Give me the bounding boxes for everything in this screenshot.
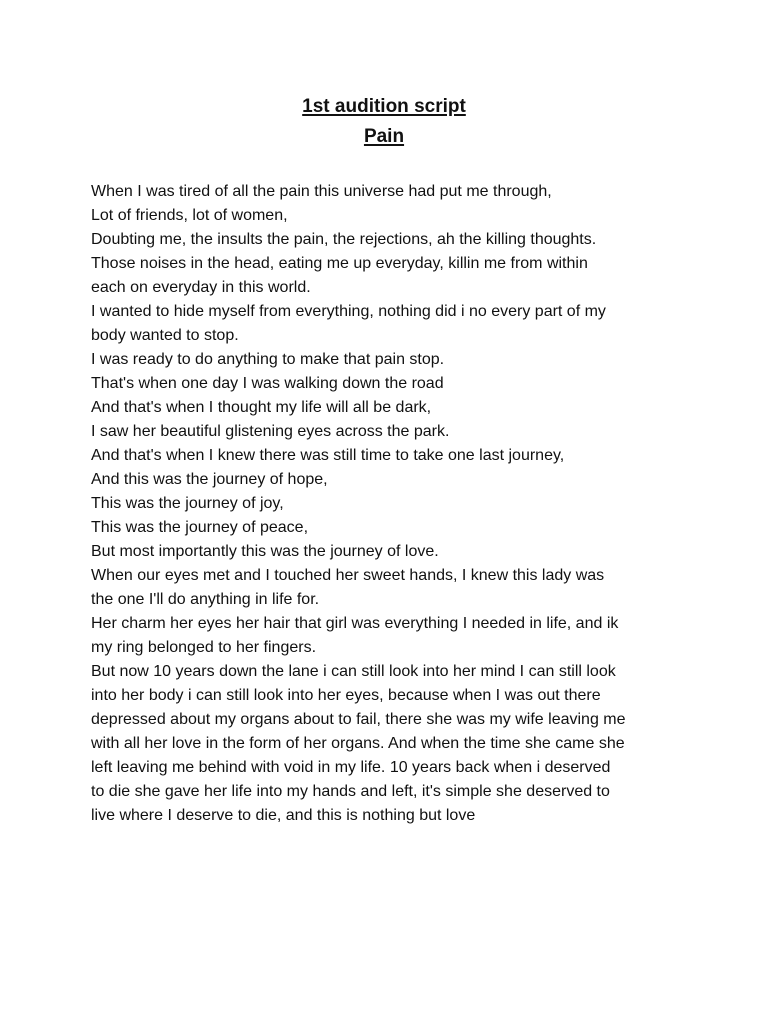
document-subtitle: Pain [363,126,405,147]
script-line: This was the journey of peace, [91,519,309,536]
script-body [91,180,691,828]
script-line: That's when one day I was walking down the road [91,375,444,392]
script-line: to die she gave her life into my hands and left, it's simple she deserved to [91,783,610,800]
script-line: But now 10 years down the lane i can still look into her mind I can still look [91,663,616,680]
script-line: with all her love in the form of her organs. And when the time she came she [91,735,625,752]
script-line: And that's when I knew there was still time to take one last journey, [91,447,565,464]
script-line: Lot of friends, lot of women, [91,207,288,224]
script-line: I was ready to do anything to make that pain stop. [91,351,445,368]
script-line: And that's when I thought my life will all be dark, [91,399,432,416]
script-line: my ring belonged to her fingers. [91,639,317,656]
script-line: But most importantly this was the journey of love. [91,543,439,560]
script-line: I saw her beautiful glistening eyes across the park. [91,423,450,440]
document-title: 1st audition script [302,96,466,117]
script-line: Doubting me, the insults the pain, the rejections, ah the killing thoughts. [91,231,597,248]
script-line: body wanted to stop. [91,327,239,344]
script-line: I wanted to hide myself from everything, nothing did i no every part of my [91,303,606,320]
script-line: And this was the journey of hope, [91,471,328,488]
script-line: This was the journey of joy, [91,495,284,512]
title-block [0,92,768,152]
script-line: When our eyes met and I touched her sweet hands, I knew this lady was [91,567,605,584]
script-line: depressed about my organs about to fail, there she was my wife leaving me [91,711,626,728]
script-line: left leaving me behind with void in my life. 10 years back when i deserved [91,759,611,776]
script-line: into her body i can still look into her eyes, because when I was out there [91,687,601,704]
script-line: When I was tired of all the pain this universe had put me through, [91,183,552,200]
script-line: each on everyday in this world. [91,279,311,296]
script-line: Those noises in the head, eating me up everyday, killin me from within [91,255,588,272]
script-line: live where I deserve to die, and this is nothing but love [91,807,476,824]
script-line: the one I'll do anything in life for. [91,591,320,608]
script-line: Her charm her eyes her hair that girl was everything I needed in life, and ik [91,615,619,632]
